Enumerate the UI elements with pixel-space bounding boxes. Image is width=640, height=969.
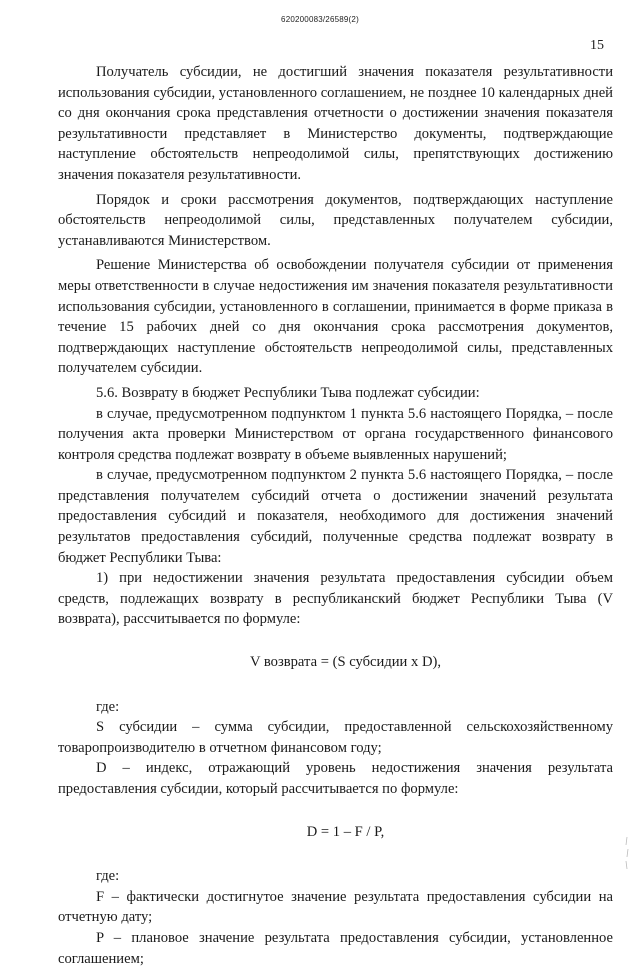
paragraph-results-failure: Получатель субсидии, не достигший значения показателя результативности использования субсидии, установленного соглашением, не позднее 10 календарных дней со дня окончания срока представления отчетности о достижении значения показателя результативности представляет в Министерство документы, подтверждающие наступление обстоятельств непреодолимой силы, препятствующих достижению значения показателя результативности. <box>58 64 613 183</box>
page-number: 15 <box>590 38 604 53</box>
paragraph-item-1: 1) при недостижении значения результата предоставления субсидии объем средств, подлежащих возврату в республиканский бюджет Республики Тыва (V возврата), рассчитывается по формуле: <box>58 570 613 628</box>
formula-d-index: D = 1 – F / P, <box>306 823 385 840</box>
definition-p-planned: P – плановое значение результата предоставления субсидии, установленное соглашением; <box>58 929 613 967</box>
scan-artifact <box>624 835 630 875</box>
document-registration-number: 620200083/26589(2) <box>281 15 359 24</box>
paragraph-review-procedure: Порядок и сроки рассмотрения документов, подтверждающих наступление обстоятельств непреодолимой силы, представленных получателем субсидии, устанавливаются Министерством. <box>58 191 613 249</box>
paragraph-section-5-6: 5.6. Возврату в бюджет Республики Тыва подлежат субсидии: <box>96 384 480 401</box>
definition-s-subsidy: S субсидии – сумма субсидии, предоставленной сельскохозяйственному товаропроизводителю в отчетном финансовом году; <box>58 719 613 756</box>
definition-f-actual: F – фактически достигнутое значение результата предоставления субсидии на отчетную дату; <box>58 888 613 926</box>
document-body <box>58 62 613 969</box>
formula-v-return: V возврата = (S субсидии x D), <box>249 654 442 671</box>
paragraph-ministry-decision: Решение Министерства об освобождении получателя субсидии от применения меры ответственности в случае недостижения им значения показателя результативности использования субсидии, установленного в соглашении, принимается в форме приказа в течение 15 рабочих дней со дня окончания срока рассмотрения документов, подтверждающих наступление обстоятельств непреодолимой силы, представленных получателем субсидии. <box>58 257 613 377</box>
definition-d-index: D – индекс, отражающий уровень недостижения значения результата предоставления субсидии, который рассчитывается по формуле: <box>58 760 613 797</box>
where-label-2: где: <box>96 868 120 885</box>
paragraph-case-subpoint-2: в случае, предусмотренном подпунктом 2 пункта 5.6 настоящего Порядка, – после представления получателем субсидий отчета о достижении значений результата предоставления субсидий и показателя, необходимого для достижения значений результатов предоставления субсидий, полученные средства подлежат возврату в бюджет Республики Тыва: <box>58 467 613 566</box>
paragraph-case-subpoint-1: в случае, предусмотренном подпунктом 1 пункта 5.6 настоящего Порядка, – после получения акта проверки Министерством от органа государственного финансового контроля средства подлежат возврату в объеме выявленных нарушений; <box>58 405 613 463</box>
where-label-1: где: <box>96 698 120 715</box>
